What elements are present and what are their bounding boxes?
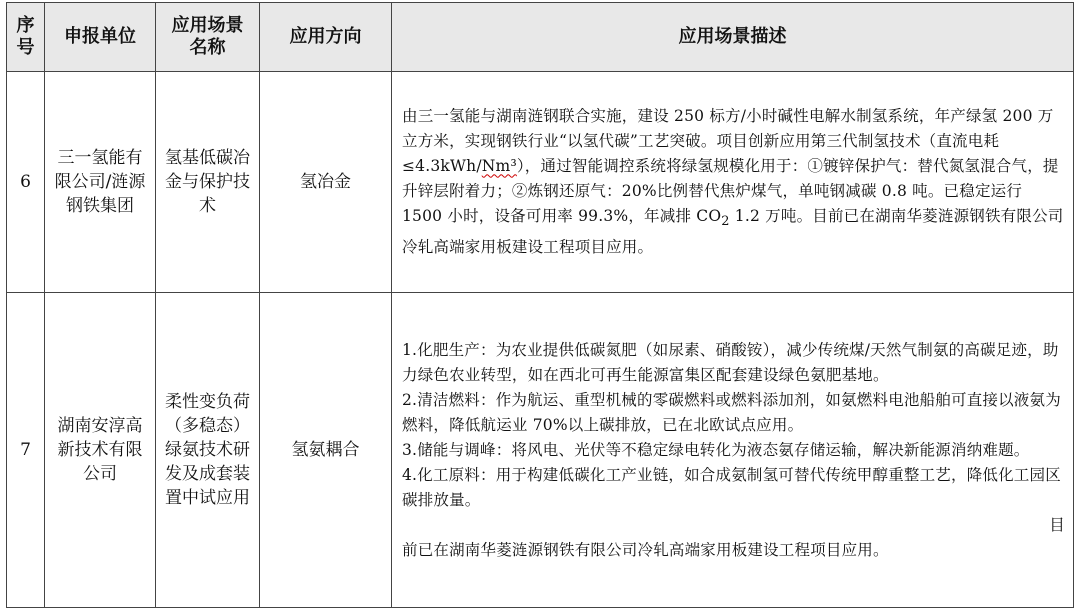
desc-text-b: ），通过智能调控系统将绿氢规模化用于：①镀锌保护气：替代氮氢混合气，提升锌层附着力；②炼钢还原气：20%比例替代焦炉煤气，单吨钢减碳 0.8 吨。已稳定运行 1500 小时，设备可用率 99.3%，年减排 CO	[402, 157, 1059, 226]
row-scene-text: 柔性变负荷（多稳态）绿氨技术研发及成套装置中试应用	[165, 392, 250, 508]
desc-subscript: 2	[721, 214, 730, 230]
header-direction: 应用方向	[260, 3, 392, 72]
row-number: 7	[7, 293, 45, 608]
row-unit	[45, 293, 156, 608]
header-description: 应用场景描述	[392, 3, 1074, 72]
scenario-table	[6, 2, 1074, 608]
row-direction: 氢冶金	[260, 72, 392, 293]
row-scene	[156, 72, 260, 293]
desc-item: 3.储能与调峰：将风电、光伏等不稳定绿电转化为液态氨存储运输，解决新能源消纳难题。	[402, 440, 1030, 459]
desc-item: 1.化肥生产：为农业提供低碳氮肥（如尿素、硝酸铵），减少传统煤/天然气制氨的高碳足迹，助力绿色农业转型，如在西北可再生能源富集区配套建设绿色氨肥基地。	[402, 340, 1059, 384]
header-unit: 申报单位	[45, 3, 156, 72]
row-unit	[45, 72, 156, 293]
table-row	[7, 72, 1074, 293]
desc-tail-b: 前已在湖南华菱涟源钢铁有限公司冷轧高端家用板建设工程项目应用。	[402, 540, 889, 559]
row-description	[392, 293, 1074, 608]
table-row	[7, 293, 1074, 608]
row-scene	[156, 293, 260, 608]
row-unit-text: 三一氢能有限公司/涟源钢铁集团	[54, 148, 146, 216]
desc-text-c: 1.2 万吨。目前已在湖南华菱涟源钢铁有限公司冷轧高端家用板建设工程项目应用。	[402, 207, 1064, 256]
header-row	[7, 3, 1074, 72]
desc-item: 4.化工原料：用于构建低碳化工产业链，如合成氨制氢可替代传统甲醇重整工艺，降低化工园区碳排放量。	[402, 465, 1061, 509]
desc-tail-a: 目	[1049, 515, 1065, 534]
desc-unit: Nm³	[481, 157, 517, 176]
row-direction: 氢氨耦合	[260, 293, 392, 608]
desc-item: 2.清洁燃料：作为航运、重型机械的零碳燃料或燃料添加剂，如氨燃料电池船舶可直接以液氨为燃料，降低航运业 70%以上碳排放，已在北欧试点应用。	[402, 390, 1061, 434]
row-description	[392, 72, 1074, 293]
header-no: 序 号	[7, 3, 45, 72]
row-scene-text: 氢基低碳冶金与保护技术	[165, 148, 250, 216]
row-number: 6	[7, 72, 45, 293]
header-scene-name: 应用场景 名称	[156, 3, 260, 72]
row-unit-text: 湖南安淳高新技术有限公司	[57, 416, 143, 484]
desc-text-a: 由三一氢能与湖南涟钢联合实施，建设 250 标方/小时碱性电解水制氢系统，年产绿氢 200 万立方米，实现钢铁行业“以氢代碳”工艺突破。项目创新应用第三代制氢技术（直流电耗≤4.3kWh/	[402, 107, 1054, 176]
